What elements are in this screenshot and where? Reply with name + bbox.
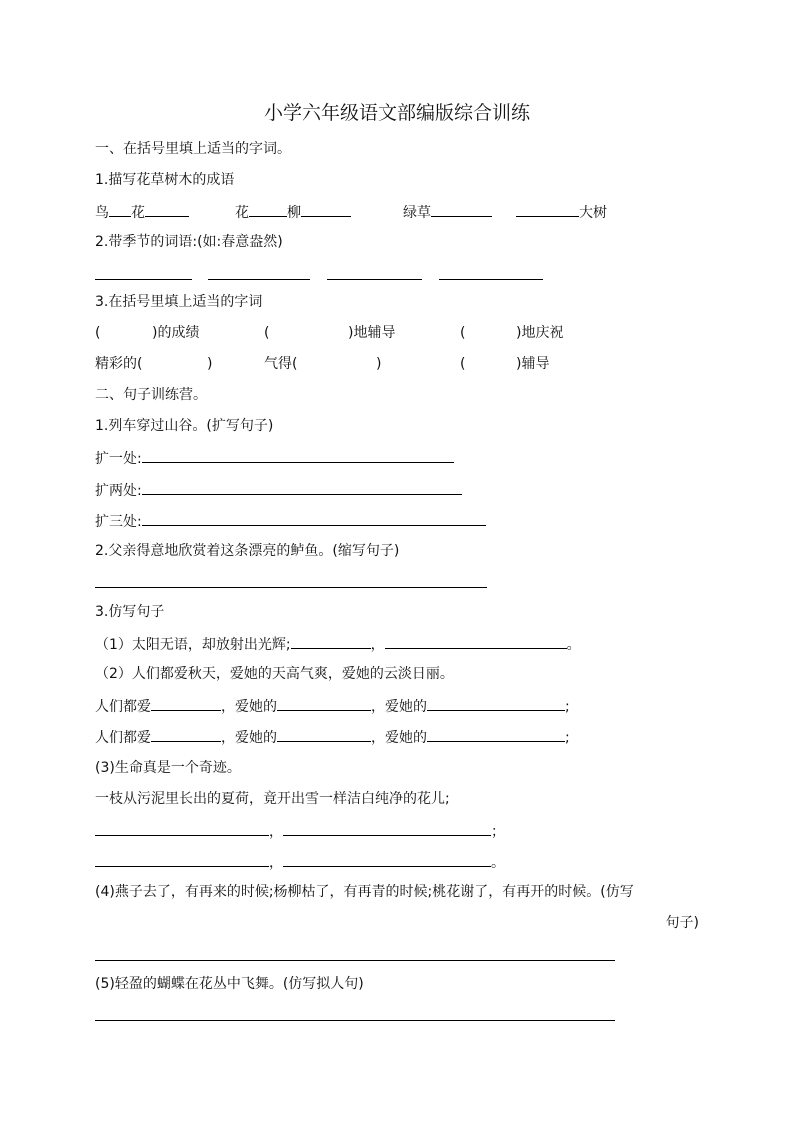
item-text: （1）太阳无语，却放射出光辉; (95, 637, 291, 653)
answer-blank[interactable] (142, 447, 454, 463)
fill-open: ( (95, 325, 101, 341)
answer-blank[interactable] (277, 695, 371, 711)
punct: 。 (566, 637, 581, 653)
answer-blank[interactable] (208, 279, 310, 280)
imitate-item-3: (3)生命真是一个奇迹。 (95, 760, 241, 776)
fill-open: ( (460, 356, 466, 372)
answer-blank[interactable] (145, 201, 189, 217)
fill-close: )地辅导 (348, 325, 396, 341)
imitate-line (95, 851, 505, 873)
imitate-line (95, 726, 570, 748)
punct: ； (491, 824, 505, 840)
idiom-b (235, 201, 351, 223)
punct: ; (565, 730, 570, 746)
answer-blank[interactable] (95, 587, 487, 588)
idiom-c (403, 201, 492, 223)
idiom-d-post: 大树 (579, 205, 607, 221)
answer-blank[interactable] (427, 695, 565, 711)
page-title: 小学六年级语文部编版综合训练 (263, 102, 530, 124)
imitate-item-4: (4)燕子去了，有再来的时候;杨柳枯了，有再青的时候;桃花谢了，有再开的时候。(仿写 (95, 884, 634, 900)
punct: ， (269, 824, 283, 840)
question-prompt: 3.仿写句子 (95, 604, 165, 620)
answer-blank[interactable] (142, 510, 486, 526)
answer-blank[interactable] (95, 851, 269, 867)
answer-blank[interactable] (151, 695, 221, 711)
imitate-item-2: （2）人们都爱秋天，爱她的天高气爽，爱她的云淡日丽。 (95, 666, 454, 682)
answer-blank[interactable] (277, 726, 371, 742)
expand-line-1 (95, 447, 454, 469)
question-prompt: 2.父亲得意地欣赏着这条漂亮的鲈鱼。(缩写句子) (95, 543, 400, 559)
punct: ， (370, 637, 385, 653)
expand-label: 扩一处: (95, 451, 142, 467)
item-text: ，爱她的 (221, 730, 277, 746)
idiom-a-mid: 花 (131, 205, 145, 221)
answer-blank[interactable] (291, 633, 371, 649)
punct: ， (269, 855, 283, 871)
answer-blank[interactable] (95, 820, 269, 836)
section-heading: 一、在括号里填上适当的字词。 (95, 141, 291, 157)
fill-close: ) (376, 356, 382, 372)
question-prompt: 1.描写花草树木的成语 (95, 172, 235, 188)
question-prompt: 3.在括号里填上适当的字词 (95, 294, 263, 310)
punct: ; (565, 699, 570, 715)
imitate-line (95, 820, 505, 842)
section-heading: 二、句子训练营。 (95, 387, 207, 403)
punct: 。 (491, 855, 505, 871)
imitate-line (95, 695, 570, 717)
expand-label: 扩三处: (95, 514, 142, 530)
answer-blank[interactable] (151, 726, 221, 742)
idiom-row (95, 201, 189, 223)
fill-open: ( (264, 325, 270, 341)
answer-blank[interactable] (95, 960, 615, 961)
item-text: ，爱她的 (371, 699, 427, 715)
answer-blank[interactable] (431, 201, 492, 217)
expand-label: 扩两处: (95, 483, 142, 499)
answer-blank[interactable] (283, 820, 491, 836)
question-prompt: 1.列车穿过山谷。(扩写句子) (95, 418, 274, 434)
idiom-d (516, 201, 607, 223)
imitate-example: 一枝从污泥里长出的夏荷，竟开出雪一样洁白纯净的花儿; (95, 791, 450, 807)
imitate-item-5: (5)轻盈的蝴蝶在花丛中飞舞。(仿写拟人句) (95, 976, 364, 992)
answer-blank[interactable] (439, 279, 543, 280)
answer-blank[interactable] (327, 279, 422, 280)
answer-blank[interactable] (95, 279, 192, 280)
fill-open: ( (460, 325, 466, 341)
fill-close: )辅导 (516, 356, 550, 372)
item-text: ，爱她的 (221, 699, 277, 715)
fill-open: 气得( (264, 356, 298, 372)
item-text: 人们都爱 (95, 730, 151, 746)
idiom-b-mid: 柳 (287, 205, 301, 221)
answer-blank[interactable] (427, 726, 565, 742)
item-text: 人们都爱 (95, 699, 151, 715)
idiom-c-pre: 绿草 (403, 205, 431, 221)
imitate-item-1 (95, 633, 581, 655)
answer-blank[interactable] (249, 201, 287, 217)
imitate-item-4-cont: 句子) (665, 915, 699, 931)
answer-blank[interactable] (385, 633, 567, 649)
item-text: ，爱她的 (371, 730, 427, 746)
expand-line-2 (95, 479, 462, 501)
answer-blank[interactable] (516, 201, 579, 217)
answer-blank[interactable] (301, 201, 351, 217)
answer-blank[interactable] (283, 851, 491, 867)
idiom-b-pre: 花 (235, 205, 249, 221)
fill-close: ) (207, 356, 213, 372)
answer-blank[interactable] (95, 1020, 615, 1021)
fill-close: )的成绩 (152, 325, 200, 341)
idiom-a-pre: 鸟 (95, 205, 109, 221)
answer-blank[interactable] (142, 479, 462, 495)
answer-blank[interactable] (109, 201, 131, 217)
question-prompt: 2.带季节的词语:(如:春意盎然) (95, 234, 283, 250)
expand-line-3 (95, 510, 486, 532)
fill-close: )地庆祝 (516, 325, 564, 341)
fill-open: 精彩的( (95, 356, 143, 372)
